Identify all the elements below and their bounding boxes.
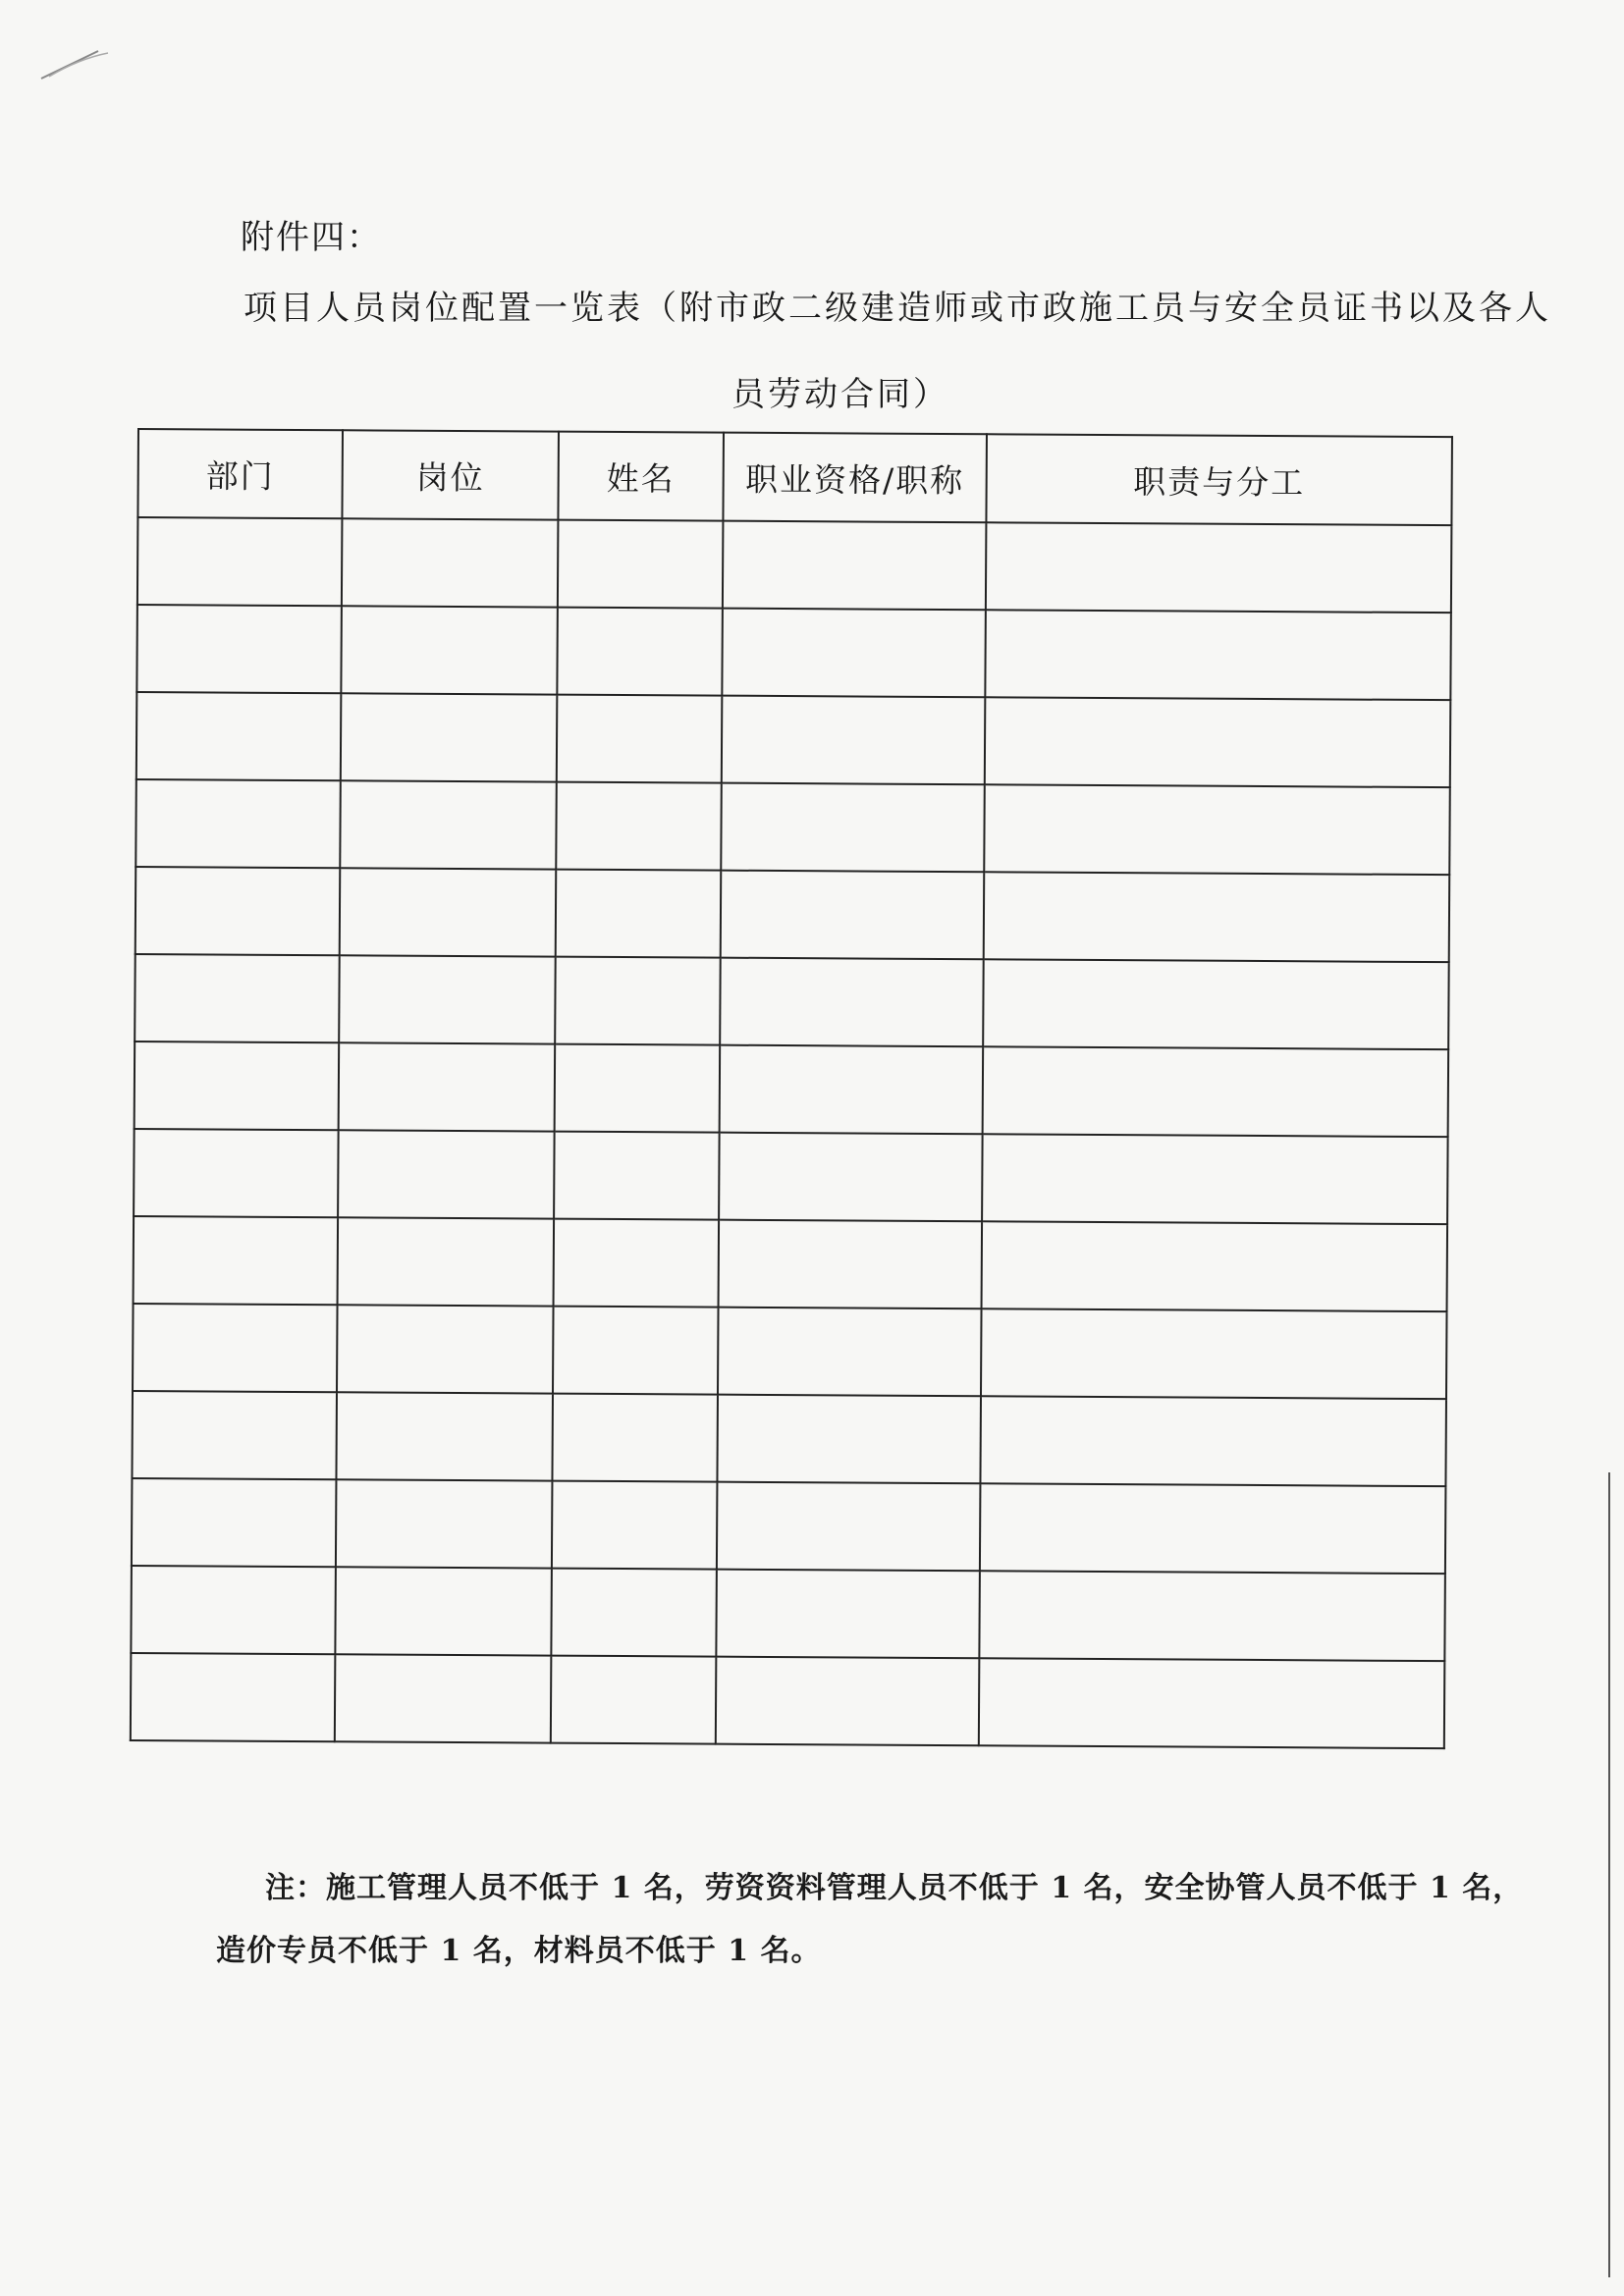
table-cell[interactable] — [720, 958, 984, 1047]
document-title-continued: 员劳动合同） — [731, 375, 949, 414]
table-cell[interactable] — [551, 1569, 717, 1657]
table-cell[interactable] — [985, 610, 1451, 700]
table-cell[interactable] — [979, 1571, 1445, 1661]
table-cell[interactable] — [553, 1307, 719, 1395]
table-cell[interactable] — [557, 695, 723, 783]
table-row — [131, 1566, 1445, 1661]
table-cell[interactable] — [338, 1217, 555, 1306]
table-cell[interactable] — [135, 954, 340, 1042]
table-cell[interactable] — [135, 779, 341, 868]
table-cell[interactable] — [552, 1481, 718, 1570]
table-cell[interactable] — [336, 1479, 553, 1568]
table-cell[interactable] — [984, 784, 1450, 875]
table-cell[interactable] — [135, 867, 341, 955]
table-cell[interactable] — [340, 868, 557, 956]
table-row — [132, 1478, 1446, 1574]
table-row — [133, 1304, 1447, 1399]
table-cell[interactable] — [719, 1133, 983, 1222]
table-cell[interactable] — [342, 518, 559, 607]
table-row — [132, 1391, 1446, 1486]
table-cell[interactable] — [555, 957, 721, 1045]
table-cell[interactable] — [554, 1132, 720, 1220]
table-row — [135, 867, 1450, 962]
table-header-row — [137, 429, 1452, 525]
table-cell[interactable] — [980, 1396, 1446, 1486]
table-cell[interactable] — [136, 605, 342, 693]
table-cell[interactable] — [551, 1656, 717, 1744]
table-cell[interactable] — [340, 780, 557, 869]
table-cell[interactable] — [722, 609, 986, 698]
table-cell[interactable] — [716, 1657, 980, 1746]
table-cell[interactable] — [718, 1308, 982, 1397]
table-row — [137, 517, 1452, 613]
table-cell[interactable] — [137, 517, 343, 606]
staff-allocation-table — [130, 428, 1453, 1749]
table-cell[interactable] — [982, 1221, 1448, 1311]
scan-mark — [39, 39, 128, 98]
table-cell[interactable] — [339, 1042, 556, 1131]
table-cell[interactable] — [341, 693, 558, 781]
note-line-2: 造价专员不低于 1 名，材料员不低于 1 名。 — [216, 1934, 822, 1968]
table-cell[interactable] — [341, 606, 558, 694]
table-body — [131, 517, 1452, 1748]
table-cell[interactable] — [132, 1478, 337, 1567]
table-cell[interactable] — [552, 1394, 718, 1482]
note-line-1: 注：施工管理人员不低于 1 名，劳资资料管理人员不低于 1 名，安全协管人员不低于 1 名， — [265, 1871, 1524, 1905]
table-cell[interactable] — [135, 1041, 340, 1130]
table-row — [135, 1041, 1449, 1137]
attachment-label: 附件四： — [241, 218, 382, 257]
table-cell[interactable] — [555, 1044, 721, 1133]
column-header-department: 部门 — [137, 429, 343, 518]
table-cell[interactable] — [984, 872, 1450, 962]
table-cell[interactable] — [134, 1216, 339, 1305]
table-cell[interactable] — [335, 1654, 552, 1742]
table-cell[interactable] — [721, 871, 985, 960]
table-cell[interactable] — [133, 1304, 338, 1392]
table-cell[interactable] — [339, 955, 556, 1043]
table-cell[interactable] — [717, 1395, 981, 1484]
table-cell[interactable] — [556, 782, 722, 871]
table-cell[interactable] — [721, 783, 985, 873]
table-cell[interactable] — [558, 520, 724, 609]
table-cell[interactable] — [717, 1482, 981, 1572]
scan-edge-line — [1608, 1472, 1610, 2277]
table-row — [131, 1653, 1445, 1748]
table-cell[interactable] — [134, 1129, 339, 1217]
table-cell[interactable] — [554, 1219, 720, 1308]
table-cell[interactable] — [556, 870, 722, 958]
table-cell[interactable] — [337, 1305, 554, 1393]
table-cell[interactable] — [979, 1658, 1445, 1748]
table-cell[interactable] — [131, 1653, 336, 1741]
table-cell[interactable] — [983, 959, 1449, 1049]
table-row — [135, 779, 1450, 875]
document-title: 项目人员岗位配置一览表（附市政二级建造师或市政施工员与安全员证书以及各人 — [244, 289, 1551, 328]
table-row — [134, 1216, 1448, 1311]
column-header-name: 姓名 — [558, 432, 724, 521]
table-row — [134, 1129, 1448, 1224]
table-cell[interactable] — [986, 522, 1452, 613]
table-cell[interactable] — [981, 1308, 1447, 1399]
table-row — [136, 692, 1451, 787]
table-cell[interactable] — [716, 1570, 980, 1659]
table-cell[interactable] — [131, 1566, 336, 1654]
table-cell[interactable] — [557, 608, 723, 696]
table-cell[interactable] — [719, 1220, 983, 1309]
table-cell[interactable] — [335, 1567, 552, 1655]
table-cell[interactable] — [980, 1483, 1446, 1574]
column-header-position: 岗位 — [342, 430, 559, 519]
table-cell[interactable] — [985, 697, 1451, 787]
table-row — [135, 954, 1449, 1049]
table-cell[interactable] — [336, 1392, 553, 1480]
table-cell[interactable] — [722, 696, 986, 785]
table-cell[interactable] — [982, 1134, 1448, 1224]
table-cell[interactable] — [136, 692, 342, 780]
table-cell[interactable] — [338, 1130, 555, 1218]
table-cell[interactable] — [132, 1391, 337, 1479]
table-row — [136, 605, 1451, 700]
column-header-duties: 职责与分工 — [986, 434, 1452, 525]
column-header-qualification: 职业资格/职称 — [723, 433, 987, 523]
table-cell[interactable] — [723, 521, 987, 611]
table-cell[interactable] — [983, 1046, 1449, 1137]
table-cell[interactable] — [720, 1045, 984, 1135]
